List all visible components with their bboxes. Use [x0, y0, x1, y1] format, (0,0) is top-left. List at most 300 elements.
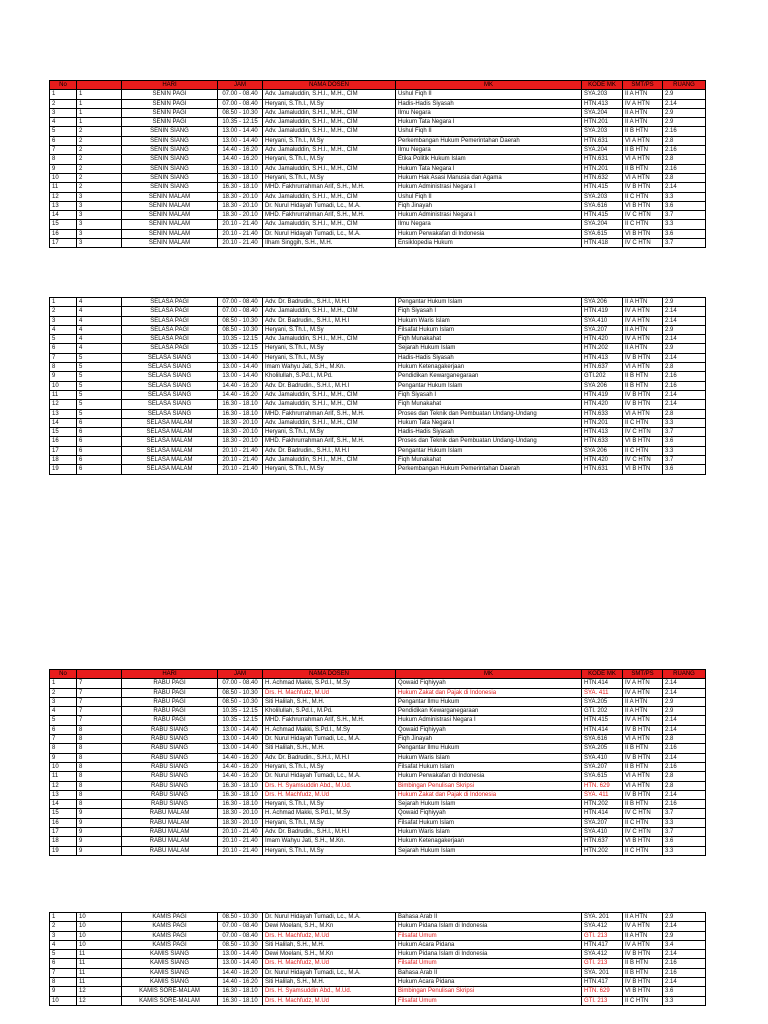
- cell-no: 9: [50, 753, 77, 762]
- column-header-ruang: RUANG: [663, 670, 706, 679]
- cell-smt: II C HTN: [623, 418, 663, 427]
- cell-no: 19: [50, 846, 77, 855]
- table-row: [50, 968, 706, 977]
- cell-no: 6: [50, 344, 77, 353]
- cell-ruang: 2.14: [663, 950, 706, 959]
- cell-jam: 08.50 - 10.30: [218, 697, 263, 706]
- cell-mk: Filsafat Umum: [396, 959, 582, 968]
- cell-smt: VI A HTN: [623, 781, 663, 790]
- cell-ruang: 2.14: [663, 688, 706, 697]
- cell-mk: Proses dan Teknik dan Pembuatan Undang-Undang: [396, 437, 582, 446]
- cell-ruang: 2.16: [663, 372, 706, 381]
- cell-dosen: Dr. Nurul Hidayah Tumadi, Lc., M.A.: [263, 229, 396, 238]
- table-row: [50, 90, 706, 99]
- table-row: [50, 744, 706, 753]
- cell-kode: SYA.204: [582, 108, 623, 117]
- cell-ruang: 2.16: [663, 959, 706, 968]
- cell-hari: SELASA PAGI: [122, 344, 218, 353]
- cell-jam: 13.00 - 14.40: [218, 372, 263, 381]
- cell-smt: IV B HTN: [623, 390, 663, 399]
- cell-grp: 10: [77, 940, 122, 949]
- cell-hari: SENIN PAGI: [122, 99, 218, 108]
- cell-jam: 16.30 - 18.10: [218, 987, 263, 996]
- cell-jam: 13.00 - 14.40: [218, 127, 263, 136]
- cell-dosen: H. Achmad Makki, S.Pd.I., M.Sy: [263, 679, 396, 688]
- cell-grp: 2: [77, 164, 122, 173]
- cell-grp: 8: [77, 790, 122, 799]
- cell-hari: SENIN MALAM: [122, 239, 218, 248]
- cell-grp: 1: [77, 90, 122, 99]
- cell-jam: 14.40 - 16.20: [218, 155, 263, 164]
- table-row: [50, 229, 706, 238]
- cell-smt: II A HTN: [623, 108, 663, 117]
- cell-kode: GTI. 202: [582, 707, 623, 716]
- table-row: [50, 353, 706, 362]
- cell-smt: IV A HTN: [623, 716, 663, 725]
- cell-kode: HTN.633: [582, 437, 623, 446]
- cell-ruang: 2.16: [663, 381, 706, 390]
- cell-ruang: 3.3: [663, 446, 706, 455]
- table-row: [50, 316, 706, 325]
- cell-grp: 9: [77, 837, 122, 846]
- cell-ruang: 3.6: [663, 437, 706, 446]
- cell-no: 10: [50, 381, 77, 390]
- cell-grp: 5: [77, 390, 122, 399]
- cell-no: 13: [50, 201, 77, 210]
- cell-mk: Hukum Administrasi Negara I: [396, 183, 582, 192]
- cell-grp: 2: [77, 127, 122, 136]
- cell-jam: 16.30 - 18.10: [218, 183, 263, 192]
- cell-hari: SENIN SIANG: [122, 164, 218, 173]
- table-row: [50, 987, 706, 996]
- cell-smt: II C HTN: [623, 818, 663, 827]
- table-row: [50, 725, 706, 734]
- cell-grp: 11: [77, 968, 122, 977]
- cell-dosen: Dewi Moelani, S.H., M.Kn: [263, 922, 396, 931]
- cell-no: 17: [50, 239, 77, 248]
- table-row: [50, 136, 706, 145]
- cell-jam: 08.50 - 10.30: [218, 108, 263, 117]
- cell-dosen: Adv. Jamaluddin, S.H.I., M.H., CIM: [263, 164, 396, 173]
- cell-ruang: 3.3: [663, 418, 706, 427]
- cell-no: 10: [50, 996, 77, 1005]
- cell-kode: SYA.410: [582, 828, 623, 837]
- cell-no: 6: [50, 725, 77, 734]
- cell-no: 3: [50, 697, 77, 706]
- cell-mk: Etika Politik Hukum Islam: [396, 155, 582, 164]
- cell-grp: 4: [77, 316, 122, 325]
- cell-ruang: 2.9: [663, 931, 706, 940]
- cell-mk: Hukum Zakat dan Pajak di Indonesia: [396, 790, 582, 799]
- cell-mk: Fiqh Munakahat: [396, 335, 582, 344]
- cell-hari: SENIN SIANG: [122, 155, 218, 164]
- table-row: [50, 800, 706, 809]
- cell-hari: RABU SIANG: [122, 725, 218, 734]
- cell-kode: HTN.420: [582, 400, 623, 409]
- cell-dosen: Heryani, S.Th.I., M.Sy: [263, 173, 396, 182]
- cell-ruang: 2.8: [663, 409, 706, 418]
- cell-no: 7: [50, 735, 77, 744]
- cell-hari: SELASA PAGI: [122, 316, 218, 325]
- cell-mk: Ushul Fiqh II: [396, 90, 582, 99]
- schedule-table-selasa: [49, 297, 706, 475]
- cell-ruang: 2.8: [663, 363, 706, 372]
- table-row: [50, 99, 706, 108]
- cell-grp: 1: [77, 99, 122, 108]
- cell-no: 12: [50, 192, 77, 201]
- cell-hari: SENIN MALAM: [122, 229, 218, 238]
- cell-jam: 07.00 - 08.40: [218, 99, 263, 108]
- cell-no: 6: [50, 136, 77, 145]
- cell-no: 8: [50, 363, 77, 372]
- cell-jam: 16.30 - 18.10: [218, 409, 263, 418]
- table-row: [50, 409, 706, 418]
- cell-kode: HTN.637: [582, 837, 623, 846]
- cell-grp: 1: [77, 108, 122, 117]
- cell-dosen: Dr. Nurul Hidayah Tumadi, Lc., M.A.: [263, 913, 396, 922]
- cell-hari: RABU SIANG: [122, 735, 218, 744]
- cell-ruang: 2.14: [663, 716, 706, 725]
- cell-grp: 12: [77, 987, 122, 996]
- column-header-no: No: [50, 81, 77, 90]
- cell-jam: 13.00 - 14.40: [218, 363, 263, 372]
- cell-kode: HTN.420: [582, 335, 623, 344]
- cell-jam: 18.30 - 20.10: [218, 818, 263, 827]
- cell-dosen: Adv. Jamaluddin, S.H.I., M.H., CIM: [263, 400, 396, 409]
- cell-kode: HTN.419: [582, 307, 623, 316]
- table-row: [50, 307, 706, 316]
- cell-no: 4: [50, 118, 77, 127]
- cell-hari: SELASA SIANG: [122, 381, 218, 390]
- cell-hari: RABU MALAM: [122, 828, 218, 837]
- cell-no: 7: [50, 968, 77, 977]
- cell-grp: 10: [77, 931, 122, 940]
- cell-ruang: 3.6: [663, 465, 706, 474]
- table-row: [50, 688, 706, 697]
- cell-mk: Filsafat Hukum Islam: [396, 818, 582, 827]
- cell-ruang: 2.14: [663, 753, 706, 762]
- table-row: [50, 192, 706, 201]
- cell-dosen: Kholilullah, S.Pd.I., M.Pd.: [263, 372, 396, 381]
- cell-kode: HTN.631: [582, 155, 623, 164]
- cell-dosen: Heryani, S.Th.I., M.Sy: [263, 818, 396, 827]
- cell-jam: 14.40 - 16.20: [218, 762, 263, 771]
- cell-kode: GTI. 213: [582, 959, 623, 968]
- cell-no: 15: [50, 428, 77, 437]
- cell-mk: Hukum Tata Negara I: [396, 418, 582, 427]
- table-row: [50, 108, 706, 117]
- cell-ruang: 2.8: [663, 155, 706, 164]
- cell-smt: IV A HTN: [623, 307, 663, 316]
- cell-hari: SELASA SIANG: [122, 390, 218, 399]
- cell-kode: SYA.203: [582, 127, 623, 136]
- table-row: [50, 456, 706, 465]
- cell-jam: 07.00 - 08.40: [218, 931, 263, 940]
- cell-ruang: 3.6: [663, 837, 706, 846]
- cell-grp: 5: [77, 353, 122, 362]
- cell-jam: 14.40 - 16.20: [218, 772, 263, 781]
- cell-no: 12: [50, 781, 77, 790]
- cell-jam: 13.00 - 14.40: [218, 950, 263, 959]
- cell-mk: Proses dan Teknik dan Pembuatan Undang-Undang: [396, 409, 582, 418]
- cell-smt: IV C HTN: [623, 809, 663, 818]
- cell-dosen: Heryani, S.Th.I., M.Sy: [263, 325, 396, 334]
- table-row: [50, 363, 706, 372]
- cell-jam: 16.30 - 18.10: [218, 800, 263, 809]
- cell-mk: Hukum Zakat dan Pajak di Indonesia: [396, 688, 582, 697]
- cell-smt: IV B HTN: [623, 183, 663, 192]
- table-row: [50, 996, 706, 1005]
- cell-ruang: 3.7: [663, 809, 706, 818]
- cell-no: 1: [50, 90, 77, 99]
- cell-mk: Filsafat Hukum Islam: [396, 325, 582, 334]
- cell-hari: SENIN SIANG: [122, 173, 218, 182]
- cell-no: 8: [50, 744, 77, 753]
- cell-kode: GTI. 213: [582, 996, 623, 1005]
- cell-no: 7: [50, 146, 77, 155]
- table-row: [50, 818, 706, 827]
- cell-dosen: Dr. Nurul Hidayah Tumadi, Lc., M.A.: [263, 735, 396, 744]
- table-row: [50, 428, 706, 437]
- cell-smt: IV C HTN: [623, 828, 663, 837]
- table-row: [50, 762, 706, 771]
- cell-ruang: 2.14: [663, 99, 706, 108]
- cell-smt: II B HTN: [623, 968, 663, 977]
- cell-no: 15: [50, 220, 77, 229]
- cell-no: 16: [50, 437, 77, 446]
- cell-mk: Bahasa Arab II: [396, 913, 582, 922]
- cell-smt: VI A HTN: [623, 173, 663, 182]
- cell-jam: 13.00 - 14.40: [218, 353, 263, 362]
- cell-ruang: 2.9: [663, 697, 706, 706]
- cell-jam: 08.50 - 10.30: [218, 325, 263, 334]
- table-row: [50, 913, 706, 922]
- table-row: [50, 325, 706, 334]
- cell-jam: 10.35 - 12.15: [218, 716, 263, 725]
- cell-jam: 18.30 - 20.10: [218, 211, 263, 220]
- cell-jam: 13.00 - 14.40: [218, 744, 263, 753]
- cell-jam: 13.00 - 14.40: [218, 136, 263, 145]
- cell-smt: IV C HTN: [623, 239, 663, 248]
- cell-mk: Fiqh Jinayah: [396, 201, 582, 210]
- column-header-no: No: [50, 670, 77, 679]
- cell-kode: SYA.615: [582, 772, 623, 781]
- cell-mk: Ilmu Negara: [396, 220, 582, 229]
- cell-smt: IV A HTN: [623, 922, 663, 931]
- cell-smt: IV B HTN: [623, 978, 663, 987]
- table-row: [50, 344, 706, 353]
- cell-grp: 9: [77, 846, 122, 855]
- cell-smt: VI B HTN: [623, 229, 663, 238]
- cell-mk: Ensiklopedia Hukum: [396, 239, 582, 248]
- cell-dosen: Kholilullah, S.Pd.I., M.Pd.: [263, 707, 396, 716]
- cell-hari: SENIN PAGI: [122, 108, 218, 117]
- cell-dosen: Drs. H. Syamsuddin Abd., M.Ud.: [263, 987, 396, 996]
- column-header-jam: JAM: [218, 81, 263, 90]
- header-row: [50, 81, 706, 90]
- cell-dosen: Ilham Singgih, S.H., M.H.: [263, 239, 396, 248]
- cell-grp: 5: [77, 363, 122, 372]
- cell-no: 18: [50, 837, 77, 846]
- cell-mk: Sejarah Hukum Islam: [396, 846, 582, 855]
- cell-jam: 07.00 - 08.40: [218, 922, 263, 931]
- cell-hari: SELASA MALAM: [122, 418, 218, 427]
- cell-ruang: 3.7: [663, 456, 706, 465]
- cell-grp: 9: [77, 809, 122, 818]
- cell-mk: Bimbingan Penulisan Skripsi: [396, 781, 582, 790]
- table-row: [50, 390, 706, 399]
- cell-jam: 14.40 - 16.20: [218, 978, 263, 987]
- cell-kode: SYA.204: [582, 220, 623, 229]
- cell-hari: RABU SIANG: [122, 762, 218, 771]
- cell-kode: SYA.616: [582, 201, 623, 210]
- cell-no: 10: [50, 173, 77, 182]
- cell-mk: Hadis-Hadis Siyasah: [396, 99, 582, 108]
- cell-kode: SYA 206: [582, 381, 623, 390]
- cell-dosen: MHD. Fakhrurrahman Arif, S.H., M.H.: [263, 183, 396, 192]
- cell-mk: Fiqh Siyasah I: [396, 307, 582, 316]
- table-row: [50, 781, 706, 790]
- cell-dosen: Adv. Jamaluddin, S.H.I., M.H., CIM: [263, 390, 396, 399]
- cell-kode: GTI. 213: [582, 931, 623, 940]
- cell-no: 3: [50, 931, 77, 940]
- cell-dosen: Heryani, S.Th.I., M.Sy: [263, 465, 396, 474]
- cell-smt: VI A HTN: [623, 735, 663, 744]
- cell-mk: Hukum Perwakafan di Indonesia: [396, 229, 582, 238]
- cell-ruang: 2.8: [663, 772, 706, 781]
- cell-dosen: MHD. Fakhrurrahman Arif, S.H., M.H.: [263, 211, 396, 220]
- cell-smt: IV A HTN: [623, 335, 663, 344]
- cell-no: 5: [50, 716, 77, 725]
- cell-smt: II A HTN: [623, 298, 663, 307]
- cell-smt: II B HTN: [623, 127, 663, 136]
- cell-hari: RABU SIANG: [122, 800, 218, 809]
- cell-grp: 7: [77, 716, 122, 725]
- cell-no: 15: [50, 809, 77, 818]
- cell-hari: SELASA PAGI: [122, 298, 218, 307]
- cell-kode: HTN.202: [582, 800, 623, 809]
- cell-jam: 16.30 - 18.10: [218, 996, 263, 1005]
- cell-mk: Hukum Administrasi Negara I: [396, 716, 582, 725]
- table-row: [50, 753, 706, 762]
- cell-grp: 2: [77, 146, 122, 155]
- cell-hari: SELASA SIANG: [122, 409, 218, 418]
- cell-jam: 10.35 - 12.15: [218, 118, 263, 127]
- cell-ruang: 2.14: [663, 978, 706, 987]
- cell-mk: Filsafat Hukum Islam: [396, 762, 582, 771]
- table-row: [50, 950, 706, 959]
- cell-dosen: Adv. Jamaluddin, S.H.I., M.H., CIM: [263, 220, 396, 229]
- cell-mk: Hukum Tata Negara I: [396, 164, 582, 173]
- table-row: [50, 220, 706, 229]
- table-row: [50, 239, 706, 248]
- cell-kode: HTN. 629: [582, 781, 623, 790]
- table-row: [50, 173, 706, 182]
- cell-no: 6: [50, 959, 77, 968]
- cell-mk: Pengantar Hukum Islam: [396, 298, 582, 307]
- cell-no: 2: [50, 307, 77, 316]
- cell-dosen: Adv. Jamaluddin, S.H.I., M.H., CIM: [263, 90, 396, 99]
- cell-mk: Hukum Perwakafan di Indonesia: [396, 772, 582, 781]
- table-row: [50, 372, 706, 381]
- cell-kode: HTN.633: [582, 409, 623, 418]
- cell-ruang: 2.14: [663, 183, 706, 192]
- cell-ruang: 2.16: [663, 146, 706, 155]
- cell-dosen: Siti Halilah, S.H., M.H.: [263, 744, 396, 753]
- cell-dosen: Drs. H. Syamsuddin Abd., M.Ud.: [263, 781, 396, 790]
- cell-dosen: Adv. Jamaluddin, S.H.I., M.H., CIM: [263, 108, 396, 117]
- cell-kode: SYA.410: [582, 753, 623, 762]
- cell-no: 2: [50, 99, 77, 108]
- cell-grp: 8: [77, 735, 122, 744]
- cell-jam: 14.40 - 16.20: [218, 381, 263, 390]
- cell-ruang: 2.8: [663, 173, 706, 182]
- column-header-grp: [77, 670, 122, 679]
- cell-jam: 08.50 - 10.30: [218, 688, 263, 697]
- cell-hari: SELASA MALAM: [122, 456, 218, 465]
- cell-grp: 12: [77, 996, 122, 1005]
- cell-kode: HTN.414: [582, 725, 623, 734]
- schedule-table-kamis: [49, 912, 706, 1006]
- cell-mk: Hukum Ketenagakerjaan: [396, 363, 582, 372]
- cell-mk: Hukum Hak Asasi Manusia dan Agama: [396, 173, 582, 182]
- cell-smt: II B HTN: [623, 959, 663, 968]
- cell-no: 1: [50, 679, 77, 688]
- cell-no: 16: [50, 818, 77, 827]
- cell-dosen: Heryani, S.Th.I., M.Sy: [263, 136, 396, 145]
- cell-hari: SENIN SIANG: [122, 146, 218, 155]
- cell-jam: 18.30 - 20.10: [218, 428, 263, 437]
- cell-hari: KAMIS SIANG: [122, 978, 218, 987]
- cell-dosen: H. Achmad Makki, S.Pd.I., M.Sy: [263, 725, 396, 734]
- cell-smt: VI A HTN: [623, 155, 663, 164]
- table-row: [50, 790, 706, 799]
- cell-dosen: Dewi Moelani, S.H., M.Kn: [263, 950, 396, 959]
- column-header-smt: SMT/PS: [623, 670, 663, 679]
- cell-jam: 08.50 - 10.30: [218, 940, 263, 949]
- cell-jam: 10.35 - 12.15: [218, 335, 263, 344]
- cell-kode: SYA. 201: [582, 913, 623, 922]
- cell-jam: 13.00 - 14.40: [218, 725, 263, 734]
- cell-smt: II A HTN: [623, 325, 663, 334]
- cell-smt: IV A HTN: [623, 940, 663, 949]
- cell-hari: RABU PAGI: [122, 688, 218, 697]
- cell-dosen: Heryani, S.Th.I., M.Sy: [263, 155, 396, 164]
- cell-ruang: 3.3: [663, 996, 706, 1005]
- cell-smt: VI B HTN: [623, 437, 663, 446]
- cell-jam: 18.30 - 20.10: [218, 437, 263, 446]
- cell-ruang: 2.14: [663, 335, 706, 344]
- cell-kode: SYA.616: [582, 735, 623, 744]
- cell-smt: II C HTN: [623, 846, 663, 855]
- cell-hari: KAMIS SIANG: [122, 950, 218, 959]
- cell-dosen: Heryani, S.Th.I., M.Sy: [263, 353, 396, 362]
- cell-grp: 6: [77, 418, 122, 427]
- cell-jam: 16.30 - 18.10: [218, 164, 263, 173]
- cell-grp: 2: [77, 155, 122, 164]
- table-row: [50, 201, 706, 210]
- table-row: [50, 679, 706, 688]
- cell-no: 14: [50, 211, 77, 220]
- cell-hari: RABU SIANG: [122, 781, 218, 790]
- cell-no: 17: [50, 828, 77, 837]
- cell-ruang: 2.16: [663, 164, 706, 173]
- cell-dosen: Adv. Dr. Badrudin., S.H.I., M.H.I: [263, 381, 396, 390]
- cell-mk: Hukum Waris Islam: [396, 753, 582, 762]
- cell-ruang: 2.9: [663, 325, 706, 334]
- cell-ruang: 2.8: [663, 735, 706, 744]
- cell-hari: RABU MALAM: [122, 809, 218, 818]
